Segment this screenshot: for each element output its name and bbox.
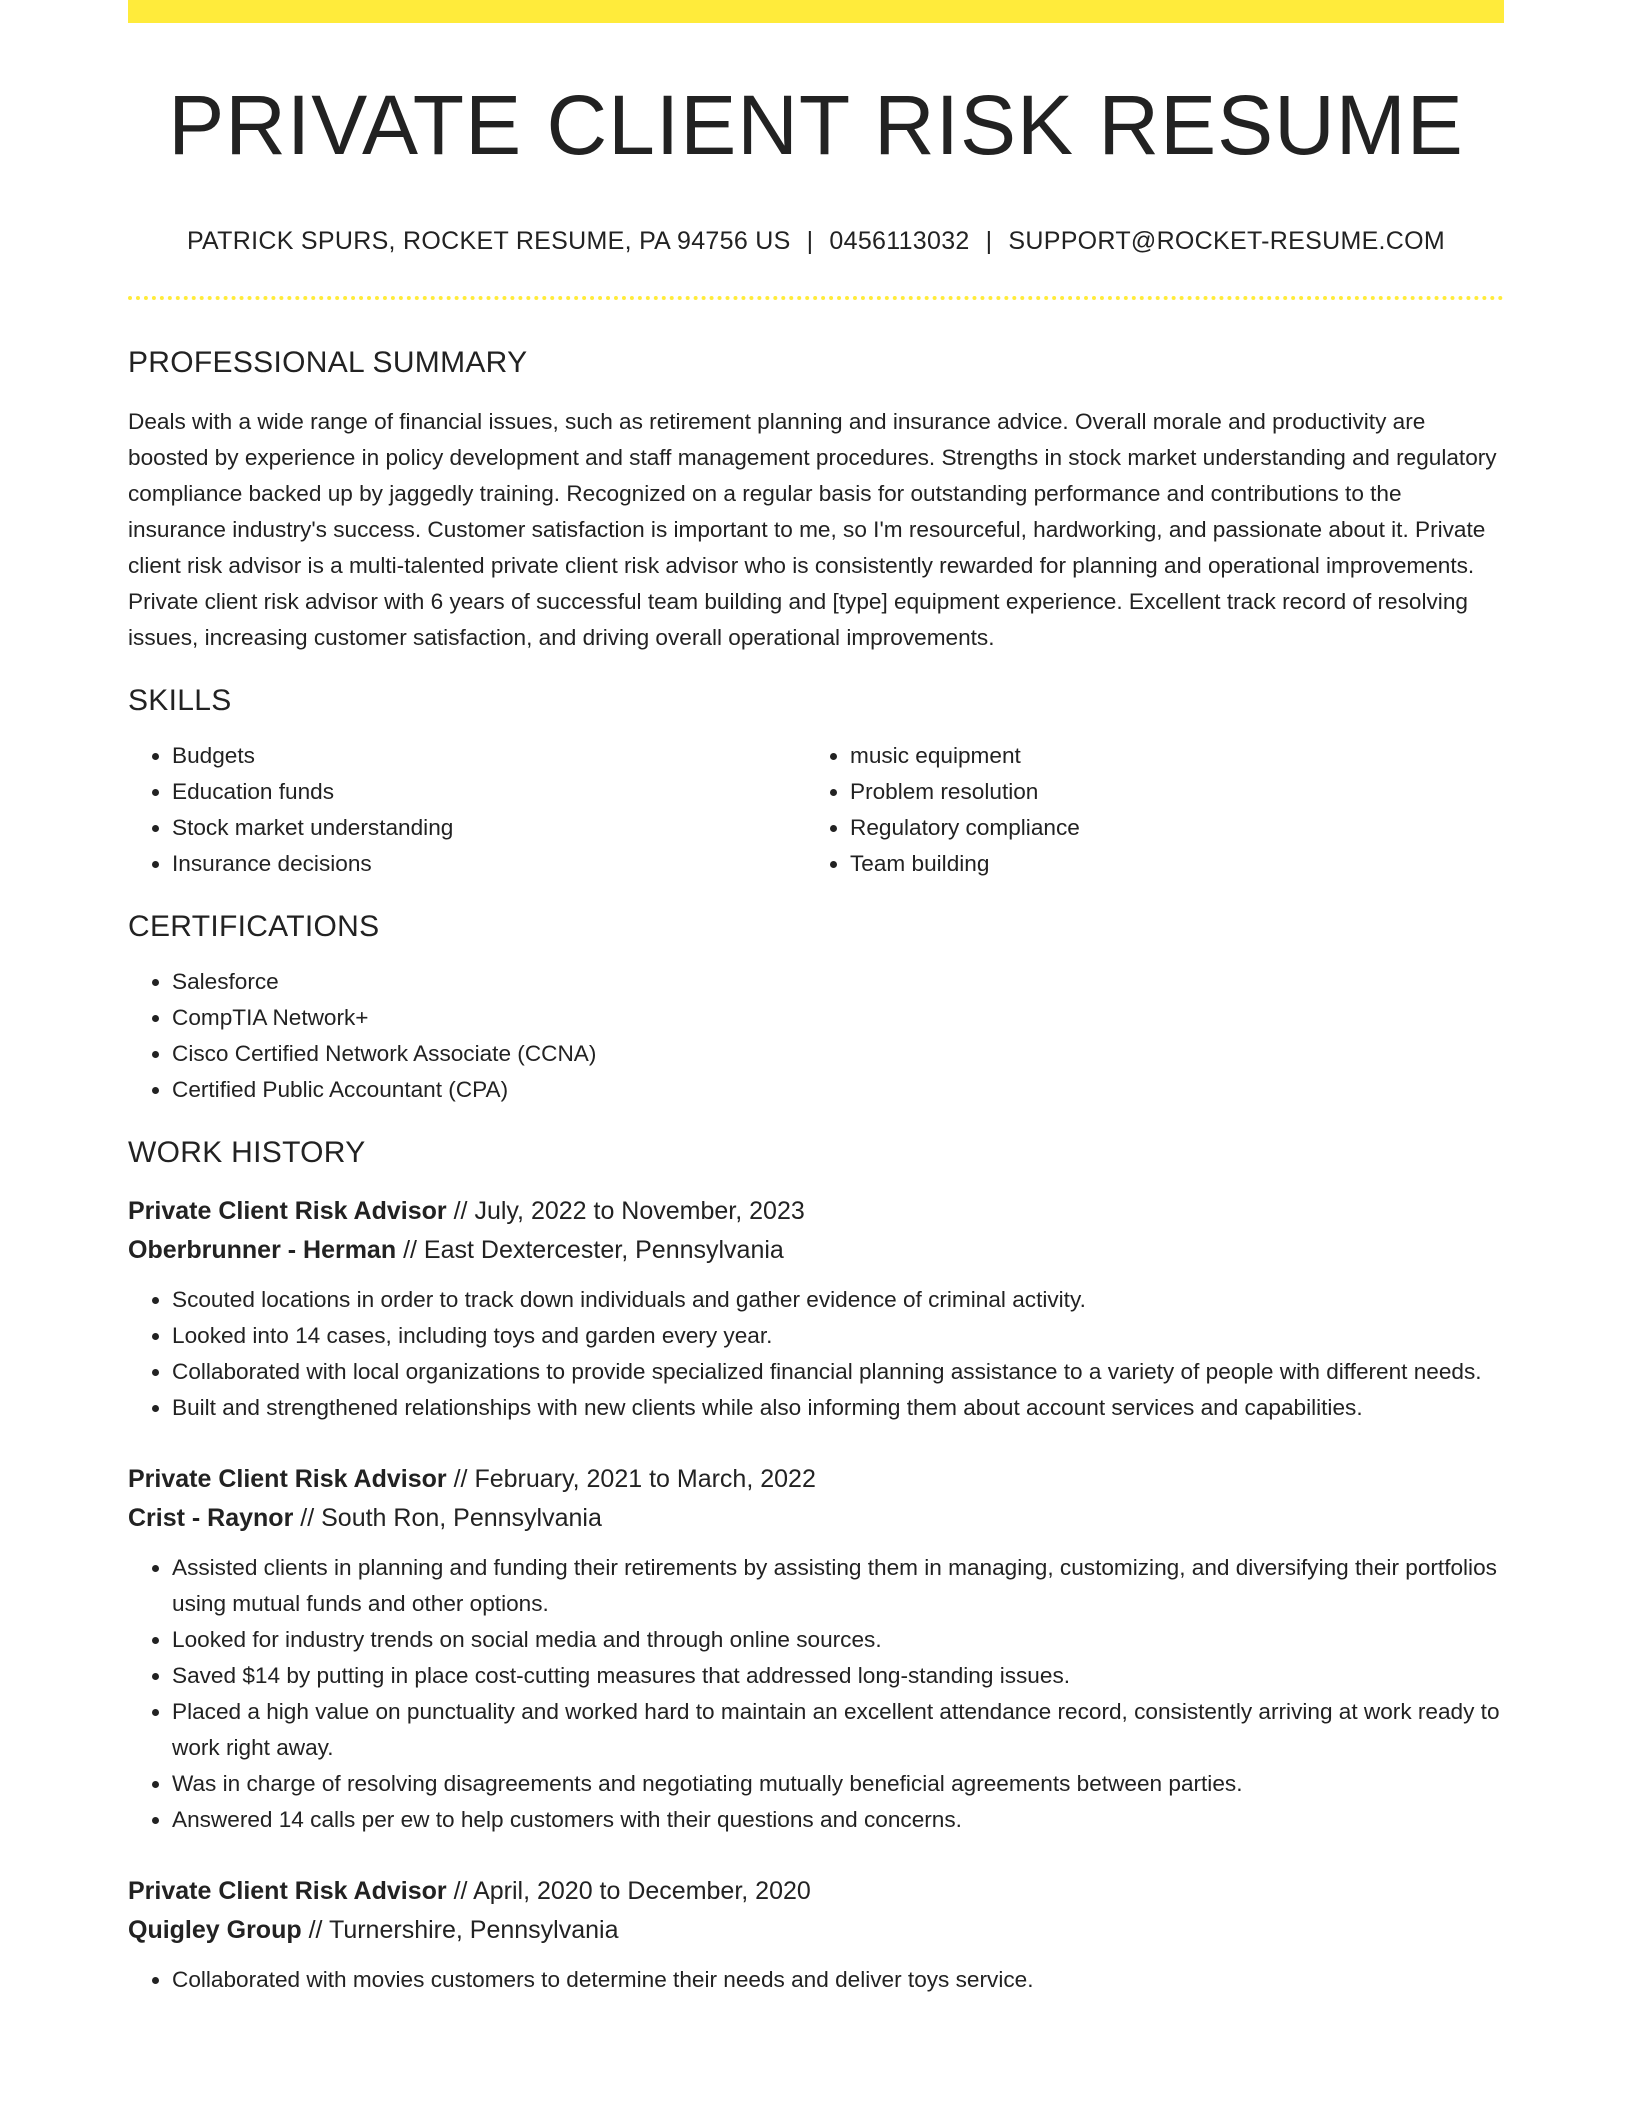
job-title-line xyxy=(128,1460,1504,1499)
skills-grid xyxy=(128,738,1504,882)
contact-email: SUPPORT@ROCKET-RESUME.COM xyxy=(1008,227,1446,255)
job-bullet: • Placed a high value on punctuality and worked hard to maintain an excellent attendance record, consistently arriving at work ready to work right away. xyxy=(172,1694,1504,1766)
job-bullets xyxy=(128,1282,1504,1426)
date-separator: // xyxy=(300,1504,315,1532)
job-bullet: • Scouted locations in order to track down individuals and gather evidence of criminal activity. xyxy=(172,1282,1504,1318)
job-location: East Dextercester, Pennsylvania xyxy=(423,1236,784,1264)
job-bullets xyxy=(128,1550,1504,1838)
job-company: Oberbrunner - Herman xyxy=(128,1236,397,1264)
job-bullet: • Built and strengthened relationships with new clients while also informing them about account services and capabilities. xyxy=(172,1390,1504,1426)
job-location: South Ron, Pennsylvania xyxy=(321,1504,602,1532)
date-separator: // xyxy=(453,1465,468,1493)
job-title-line xyxy=(128,1872,1504,1911)
work-history-heading: WORK HISTORY xyxy=(128,1136,366,1169)
skill-item: • Education funds xyxy=(172,774,816,810)
job-bullet: • Collaborated with local organizations to provide specialized financial planning assistance to a variety of people with different needs. xyxy=(172,1354,1504,1390)
date-separator: // xyxy=(403,1236,417,1264)
certification-item: • Cisco Certified Network Associate (CCNA) xyxy=(172,1036,1504,1072)
skill-item: • Regulatory compliance xyxy=(850,810,1504,846)
job-bullet: • Assisted clients in planning and funding their retirements by assisting them in managing, customizing, and diversifying their portfolios using mutual funds and other options. xyxy=(172,1550,1504,1622)
skill-item: • Team building xyxy=(850,846,1504,882)
contact-separator: | xyxy=(806,227,814,255)
skills-heading: SKILLS xyxy=(128,684,232,717)
top-accent-bar xyxy=(128,0,1504,23)
certification-item: • CompTIA Network+ xyxy=(172,1000,1504,1036)
certifications-list xyxy=(128,964,1504,1108)
job-bullet: • Collaborated with movies customers to determine their needs and deliver toys service. xyxy=(172,1962,1504,1998)
job-company-line xyxy=(128,1499,1504,1538)
skill-item: • Problem resolution xyxy=(850,774,1504,810)
job-bullet: • Saved $14 by putting in place cost-cutting measures that addressed long-standing issues. xyxy=(172,1658,1504,1694)
skills-list-right xyxy=(816,738,1504,882)
job-bullet: • Looked into 14 cases, including toys and garden every year. xyxy=(172,1318,1504,1354)
skill-item: • Stock market understanding xyxy=(172,810,816,846)
contact-address: PATRICK SPURS, ROCKET RESUME, PA 94756 US xyxy=(186,227,791,255)
resume-page xyxy=(128,0,1504,1998)
job-company: Quigley Group xyxy=(128,1916,302,1944)
contact-phone: 0456113032 xyxy=(829,227,970,255)
skills-list-left xyxy=(128,738,816,882)
skill-item: • Budgets xyxy=(172,738,816,774)
job-dates: July, 2022 to November, 2023 xyxy=(474,1197,805,1225)
date-separator: // xyxy=(308,1916,323,1944)
job-title: Private Client Risk Advisor xyxy=(128,1465,447,1493)
certification-item: • Salesforce xyxy=(172,964,1504,1000)
contact-separator: | xyxy=(985,227,993,255)
date-separator: // xyxy=(453,1877,468,1905)
job-dates: February, 2021 to March, 2022 xyxy=(474,1465,816,1493)
date-separator: // xyxy=(453,1197,468,1225)
job-company-line xyxy=(128,1231,1504,1270)
certifications-heading: CERTIFICATIONS xyxy=(128,910,380,943)
page-title: PRIVATE CLIENT RISK RESUME xyxy=(168,78,1464,172)
summary-text: Deals with a wide range of financial issues, such as retirement planning and insurance advice. Overall morale and productivity are boosted by experience in policy development and staff management procedures. Strengths in stock market understanding and regulatory compliance backed up by jaggedly training. Recognized on a regular basis for outstanding performance and contributions to the insurance industry's success. Customer satisfaction is important to me, so I'm resourceful, hardworking, and passionate about it. Private client risk advisor is a multi-talented private client risk advisor who is consistently rewarded for planning and operational improvements. Private client risk advisor with 6 years of successful team building and [type] equipment experience. Excellent track record of resolving issues, increasing customer satisfaction, and driving overall operational improvements. xyxy=(128,409,1497,650)
job-title: Private Client Risk Advisor xyxy=(128,1197,447,1225)
job-company: Crist - Raynor xyxy=(128,1504,294,1532)
job-bullet: • Was in charge of resolving disagreements and negotiating mutually beneficial agreements between parties. xyxy=(172,1766,1504,1802)
job-bullets xyxy=(128,1962,1504,1998)
job-company-line xyxy=(128,1911,1504,1950)
job-bullet: • Answered 14 calls per ew to help customers with their questions and concerns. xyxy=(172,1802,1504,1838)
contact-line xyxy=(128,227,1504,256)
job-bullet: • Looked for industry trends on social media and through online sources. xyxy=(172,1622,1504,1658)
certification-item: • Certified Public Accountant (CPA) xyxy=(172,1072,1504,1108)
job-entry xyxy=(128,1460,1504,1838)
skill-item: • Insurance decisions xyxy=(172,846,816,882)
job-entry xyxy=(128,1872,1504,1998)
job-title: Private Client Risk Advisor xyxy=(128,1877,447,1905)
job-location: Turnershire, Pennsylvania xyxy=(328,1916,619,1944)
job-entry xyxy=(128,1192,1504,1426)
job-title-line xyxy=(128,1192,1504,1231)
job-dates: April, 2020 to December, 2020 xyxy=(473,1877,811,1905)
header-divider xyxy=(128,296,1504,300)
skill-item: • music equipment xyxy=(850,738,1504,774)
summary-heading: PROFESSIONAL SUMMARY xyxy=(128,346,528,379)
